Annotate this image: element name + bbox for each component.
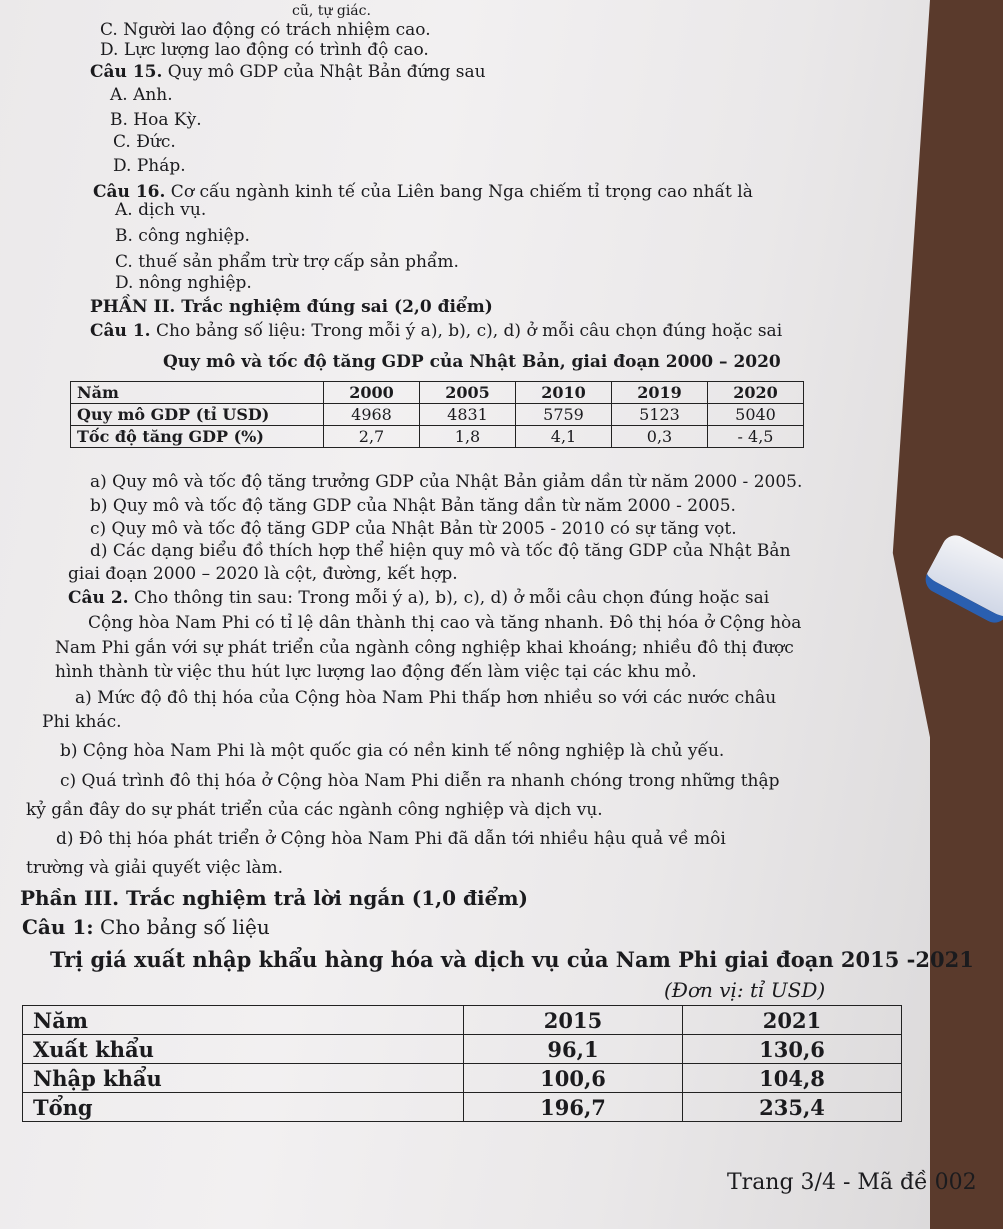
line-text: d) Các dạng biểu đồ thích hợp thể hiện quy mô và tốc độ tăng GDP của Nhật Bản: [90, 541, 791, 561]
line-text: d) Đô thị hóa phát triển ở Cộng hòa Nam Phi đã dẫn tới nhiều hậu quả về môi: [56, 829, 726, 849]
table-cell: 1,8: [420, 426, 516, 448]
text-line-p2-q2-a2: [42, 712, 122, 732]
table-cell: 196,7: [464, 1093, 683, 1122]
text-line-p2-q2-d: [56, 829, 726, 849]
text-line-q15-b: [110, 110, 202, 130]
table-row-label: Tốc độ tăng GDP (%): [71, 426, 324, 448]
bold-label: Câu 15.: [90, 62, 163, 82]
line-text: cũ, tự giác.: [292, 3, 371, 19]
line-text: A. Anh.: [110, 85, 173, 105]
text-line-q16-d: [115, 273, 252, 293]
table-cell: 4831: [420, 404, 516, 426]
table-cell: 235,4: [683, 1093, 902, 1122]
text-line-q15-a: [110, 85, 173, 105]
table-header-cell: 2015: [464, 1006, 683, 1035]
gdp-table: [70, 381, 804, 448]
text-line-p3-q1-caption: [50, 947, 974, 973]
table-header-row: [23, 1006, 902, 1035]
bold-label: PHẦN II. Trắc nghiệm đúng sai (2,0 điểm): [90, 297, 493, 317]
line-text: Cộng hòa Nam Phi có tỉ lệ dân thành thị cao và tăng nhanh. Đô thị hóa ở Cộng hòa: [88, 613, 802, 633]
text-line-p2-q1: [90, 321, 782, 341]
line-text: D. nông nghiệp.: [115, 273, 252, 293]
bold-label: Câu 2.: [68, 588, 129, 608]
text-line-p3-q1: [22, 915, 270, 939]
text-line-p3-q1-unit: [664, 978, 825, 1002]
text-line-q15-d: [113, 156, 186, 176]
table-cell: - 4,5: [708, 426, 804, 448]
table-cell: 0,3: [612, 426, 708, 448]
line-text: B. công nghiệp.: [115, 226, 250, 246]
table-cell: 4968: [324, 404, 420, 426]
table-header-cell: Năm: [23, 1006, 464, 1035]
bold-label: Trị giá xuất nhập khẩu hàng hóa và dịch vụ của Nam Phi giai đoạn 2015 -2021: [50, 947, 974, 972]
table-row-label: Xuất khẩu: [23, 1035, 464, 1064]
text-line-q15-c: [113, 132, 176, 152]
line-text: trường và giải quyết việc làm.: [26, 858, 284, 878]
line-text: giai đoạn 2000 – 2020 là cột, đường, kết hợp.: [68, 564, 458, 584]
table-header-cell: 2020: [708, 382, 804, 404]
text-line-p2-q1-b: [90, 496, 736, 516]
line-text: D. Lực lượng lao động có trình độ cao.: [100, 40, 429, 60]
line-text: Cho bảng số liệu: [93, 915, 270, 939]
table-row: [71, 404, 804, 426]
text-line-q16-b: [115, 226, 250, 246]
table-cell: 5759: [516, 404, 612, 426]
line-text: B. Hoa Kỳ.: [110, 110, 202, 130]
text-line-p2-q1-a: [90, 472, 802, 492]
pen: [921, 531, 1003, 628]
line-text: (Đơn vị: tỉ USD): [664, 978, 826, 1002]
text-line-p2-q2-info2: [55, 638, 794, 658]
text-line-part2-title: [90, 297, 493, 317]
line-text: D. Pháp.: [113, 156, 186, 176]
line-text: C. thuế sản phẩm trừ trợ cấp sản phẩm.: [115, 252, 459, 272]
table-header-cell: 2019: [612, 382, 708, 404]
bold-label: Câu 1.: [90, 321, 151, 341]
table-cell: 4,1: [516, 426, 612, 448]
text-line-part3-title: [20, 886, 528, 910]
text-line-p2-q2-c2: [26, 800, 603, 820]
table-cell: 104,8: [683, 1064, 902, 1093]
table-row-label: Nhập khẩu: [23, 1064, 464, 1093]
line-text: c) Quy mô và tốc độ tăng GDP của Nhật Bản từ 2005 - 2010 có sự tăng vọt.: [90, 519, 737, 539]
line-text: b) Cộng hòa Nam Phi là một quốc gia có nền kinh tế nông nghiệp là chủ yếu.: [60, 741, 725, 761]
text-line-q16-c: [115, 252, 459, 272]
line-text: hình thành từ việc thu hút lực lượng lao động đến làm việc tại các khu mỏ.: [55, 662, 697, 682]
line-text: Cơ cấu ngành kinh tế của Liên bang Nga chiếm tỉ trọng cao nhất là: [165, 182, 753, 202]
table-cell: 2,7: [324, 426, 420, 448]
bold-label: Quy mô và tốc độ tăng GDP của Nhật Bản, giai đoạn 2000 – 2020: [163, 352, 781, 372]
line-text: a) Mức độ đô thị hóa của Cộng hòa Nam Phi thấp hơn nhiều so với các nước châu: [75, 688, 777, 708]
table-cell: 100,6: [464, 1064, 683, 1093]
table-header-cell: 2000: [324, 382, 420, 404]
table-row: [23, 1035, 902, 1064]
text-line-p2-q1-d2: [68, 564, 458, 584]
text-line-p2-q2-c: [60, 771, 780, 791]
line-text: C. Đức.: [113, 132, 176, 152]
line-text: A. dịch vụ.: [115, 200, 207, 220]
text-line-top-fragment: [292, 2, 371, 20]
text-line-p2-q2-info1: [88, 613, 801, 633]
text-line-p2-q2-d2: [26, 858, 283, 878]
text-line-p2-q2-info3: [55, 662, 697, 682]
text-line-q16: [93, 182, 753, 202]
table-cell: 96,1: [464, 1035, 683, 1064]
text-line-p2-q2-a: [75, 688, 776, 708]
line-text: C. Người lao động có trách nhiệm cao.: [100, 20, 431, 40]
text-line-p2-q1-caption: [163, 352, 781, 372]
line-text: Quy mô GDP của Nhật Bản đứng sau: [162, 62, 486, 82]
table-header-cell: 2010: [516, 382, 612, 404]
bold-label: Câu 16.: [93, 182, 166, 202]
bold-label: Câu 1:: [22, 915, 94, 939]
table-cell: 130,6: [683, 1035, 902, 1064]
table-header-row: [71, 382, 804, 404]
text-line-q16-a: [115, 200, 206, 220]
line-text: Trang 3/4 - Mã đề 002: [727, 1170, 977, 1195]
line-text: a) Quy mô và tốc độ tăng trưởng GDP của Nhật Bản giảm dần từ năm 2000 - 2005.: [90, 472, 803, 492]
table-header-cell: Năm: [71, 382, 324, 404]
text-line-q14-d: [100, 40, 429, 60]
line-text: b) Quy mô và tốc độ tăng GDP của Nhật Bản tăng dần từ năm 2000 - 2005.: [90, 496, 736, 516]
table-cell: 5040: [708, 404, 804, 426]
text-line-p2-q1-c: [90, 519, 737, 539]
line-text: Nam Phi gắn với sự phát triển của ngành công nghiệp khai khoáng; nhiều đô thị được: [55, 638, 794, 658]
line-text: kỷ gần đây do sự phát triển của các ngành công nghiệp và dịch vụ.: [26, 800, 603, 820]
text-line-p2-q1-d: [90, 541, 791, 561]
table-row-label: Quy mô GDP (tỉ USD): [71, 404, 324, 426]
line-text: c) Quá trình đô thị hóa ở Cộng hòa Nam Phi diễn ra nhanh chóng trong những thập: [60, 771, 780, 791]
bold-label: Phần III. Trắc nghiệm trả lời ngắn (1,0 điểm): [20, 886, 528, 910]
text-line-p2-q2: [68, 588, 769, 608]
table-header-cell: 2021: [683, 1006, 902, 1035]
table-row: [23, 1093, 902, 1122]
text-line-p2-q2-b: [60, 741, 724, 761]
table-header-cell: 2005: [420, 382, 516, 404]
trade-table: [22, 1005, 902, 1122]
line-text: Cho bảng số liệu: Trong mỗi ý a), b), c), d) ở mỗi câu chọn đúng hoặc sai: [150, 321, 783, 341]
text-line-footer: [727, 1170, 977, 1196]
table-row: [71, 426, 804, 448]
table-row: [23, 1064, 902, 1093]
table-cell: 5123: [612, 404, 708, 426]
table-row-label: Tổng: [23, 1093, 464, 1122]
text-line-q15: [90, 62, 486, 82]
line-text: Cho thông tin sau: Trong mỗi ý a), b), c), d) ở mỗi câu chọn đúng hoặc sai: [128, 588, 770, 608]
line-text: Phi khác.: [42, 712, 122, 732]
text-line-q14-c: [100, 20, 431, 40]
